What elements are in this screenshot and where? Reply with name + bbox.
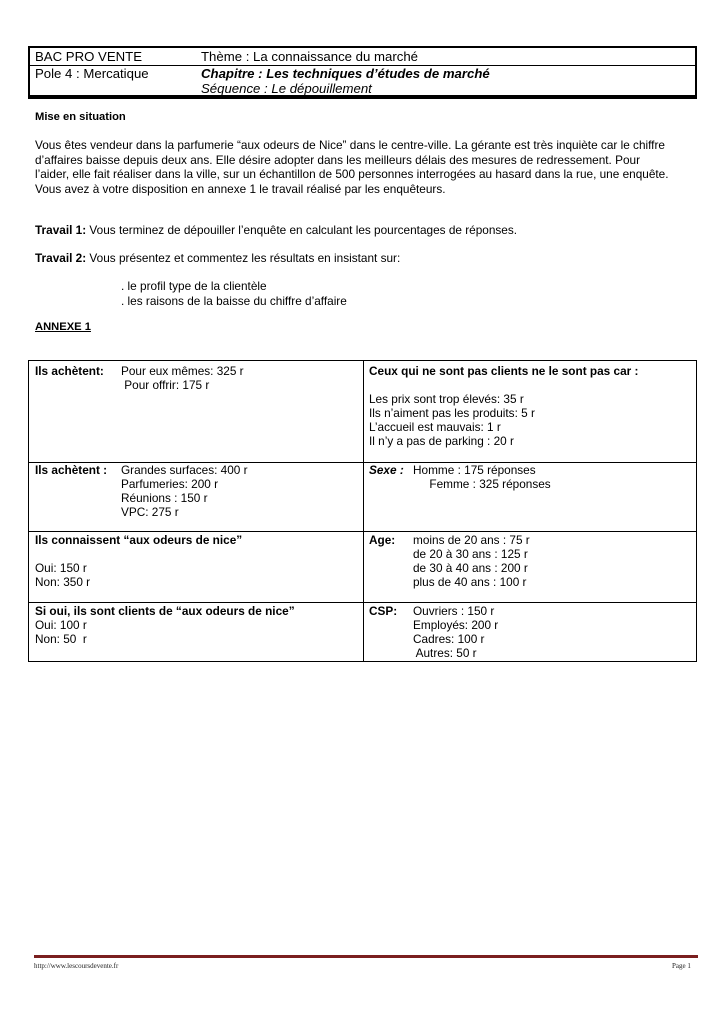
footer-rule (34, 955, 698, 958)
table-row-divider (29, 531, 696, 532)
cell-line: plus de 40 ans : 100 r (413, 575, 527, 589)
travail-1 (35, 223, 517, 238)
cell-line: VPC: 275 r (121, 505, 179, 519)
travail-2-label: Travail 2: (35, 251, 87, 265)
cell-line: Non: 350 r (35, 575, 91, 589)
cell-line: Pour eux mêmes: 325 r (121, 364, 244, 378)
cell-line: Ouvriers : 150 r (413, 604, 495, 618)
cell-label: Ceux qui ne sont pas clients ne le sont pas car : (369, 364, 639, 378)
cell-label: Ils achètent : (35, 463, 108, 477)
travail-1-text: Vous terminez de dépouiller l’enquête en calculant les pourcentages de réponses. (86, 223, 518, 237)
cell-values (413, 533, 530, 589)
situation-line: Vous avez à votre disposition en annexe 1 le travail réalisé par les enquêteurs. (35, 181, 446, 196)
cell-line: Grandes surfaces: 400 r (121, 463, 248, 477)
cell-values (121, 463, 248, 519)
header-chapter: Chapitre : Les techniques d’études de marché (201, 66, 490, 81)
cell-values (35, 618, 87, 646)
cell-values (413, 463, 551, 491)
cell-values (121, 364, 244, 392)
table-row-divider (29, 602, 696, 603)
cell-label: Ils connaissent “aux odeurs de nice” (35, 533, 243, 547)
cell-line: de 20 à 30 ans : 125 r (413, 547, 528, 561)
cell-line: Homme : 175 réponses (413, 463, 536, 477)
cell-line: Autres: 50 r (413, 646, 477, 660)
header-theme: Thème : La connaissance du marché (201, 49, 418, 64)
situation-line: Vous êtes vendeur dans la parfumerie “aux odeurs de Nice” dans le centre-ville. La gérante est très inquiète car le chiffre (35, 138, 665, 152)
cell-values (369, 392, 535, 448)
cell-line: Oui: 150 r (35, 561, 87, 575)
cell-line: de 30 à 40 ans : 200 r (413, 561, 528, 575)
list-item: . les raisons de la baisse du chiffre d’affaire (121, 293, 347, 308)
cell-label: Si oui, ils sont clients de “aux odeurs de nice” (35, 604, 295, 618)
cell-line: Il n’y a pas de parking : 20 r (369, 434, 514, 448)
annexe-table (28, 360, 697, 662)
header-level: BAC PRO VENTE (35, 49, 142, 64)
cell-line: Réunions : 150 r (121, 491, 208, 505)
cell-line: Ils n’aiment pas les produits: 5 r (369, 406, 535, 420)
header-box (28, 46, 697, 99)
cell-label: Sexe : (369, 463, 404, 477)
travail-2 (35, 251, 400, 266)
situation-line: l’aider, elle fait réaliser dans la ville, sur un échantillon de 500 personnes interrogées au hasard dans la rue, une enquête. (35, 167, 669, 181)
cell-line: Employés: 200 r (413, 618, 499, 632)
cell-line: Cadres: 100 r (413, 632, 485, 646)
header-sequence: Séquence : Le dépouillement (201, 81, 372, 96)
header-pole: Pole 4 : Mercatique (35, 66, 149, 81)
cell-label: Age: (369, 533, 396, 547)
footer-page-number: Page 1 (672, 962, 691, 970)
bullet-list (121, 279, 347, 308)
cell-line: Pour offrir: 175 r (121, 378, 210, 392)
table-column-divider (363, 361, 364, 661)
cell-line: Les prix sont trop élevés: 35 r (369, 392, 524, 406)
cell-line: Femme : 325 réponses (413, 477, 551, 491)
annexe-title: ANNEXE 1 (35, 321, 91, 333)
list-item: . le profil type de la clientèle (121, 279, 267, 293)
situation-heading: Mise en situation (35, 111, 126, 123)
cell-line: moins de 20 ans : 75 r (413, 533, 530, 547)
cell-label: CSP: (369, 604, 398, 618)
footer-url[interactable]: http://www.lescoursdevente.fr (34, 962, 119, 970)
cell-line: Oui: 100 r (35, 618, 87, 632)
situation-paragraph (35, 138, 669, 196)
cell-values (413, 604, 498, 660)
cell-label: Ils achètent: (35, 364, 104, 378)
cell-line: Non: 50 r (35, 632, 87, 646)
cell-line: Parfumeries: 200 r (121, 477, 219, 491)
situation-line: d’affaires baisse depuis deux ans. Elle désire adopter dans les meilleurs délais des mesures de redressement. Pour (35, 152, 641, 167)
travail-2-text: Vous présentez et commentez les résultats en insistant sur: (86, 251, 401, 265)
travail-1-label: Travail 1: (35, 223, 87, 237)
cell-line: L’accueil est mauvais: 1 r (369, 420, 501, 434)
cell-values (35, 561, 90, 589)
